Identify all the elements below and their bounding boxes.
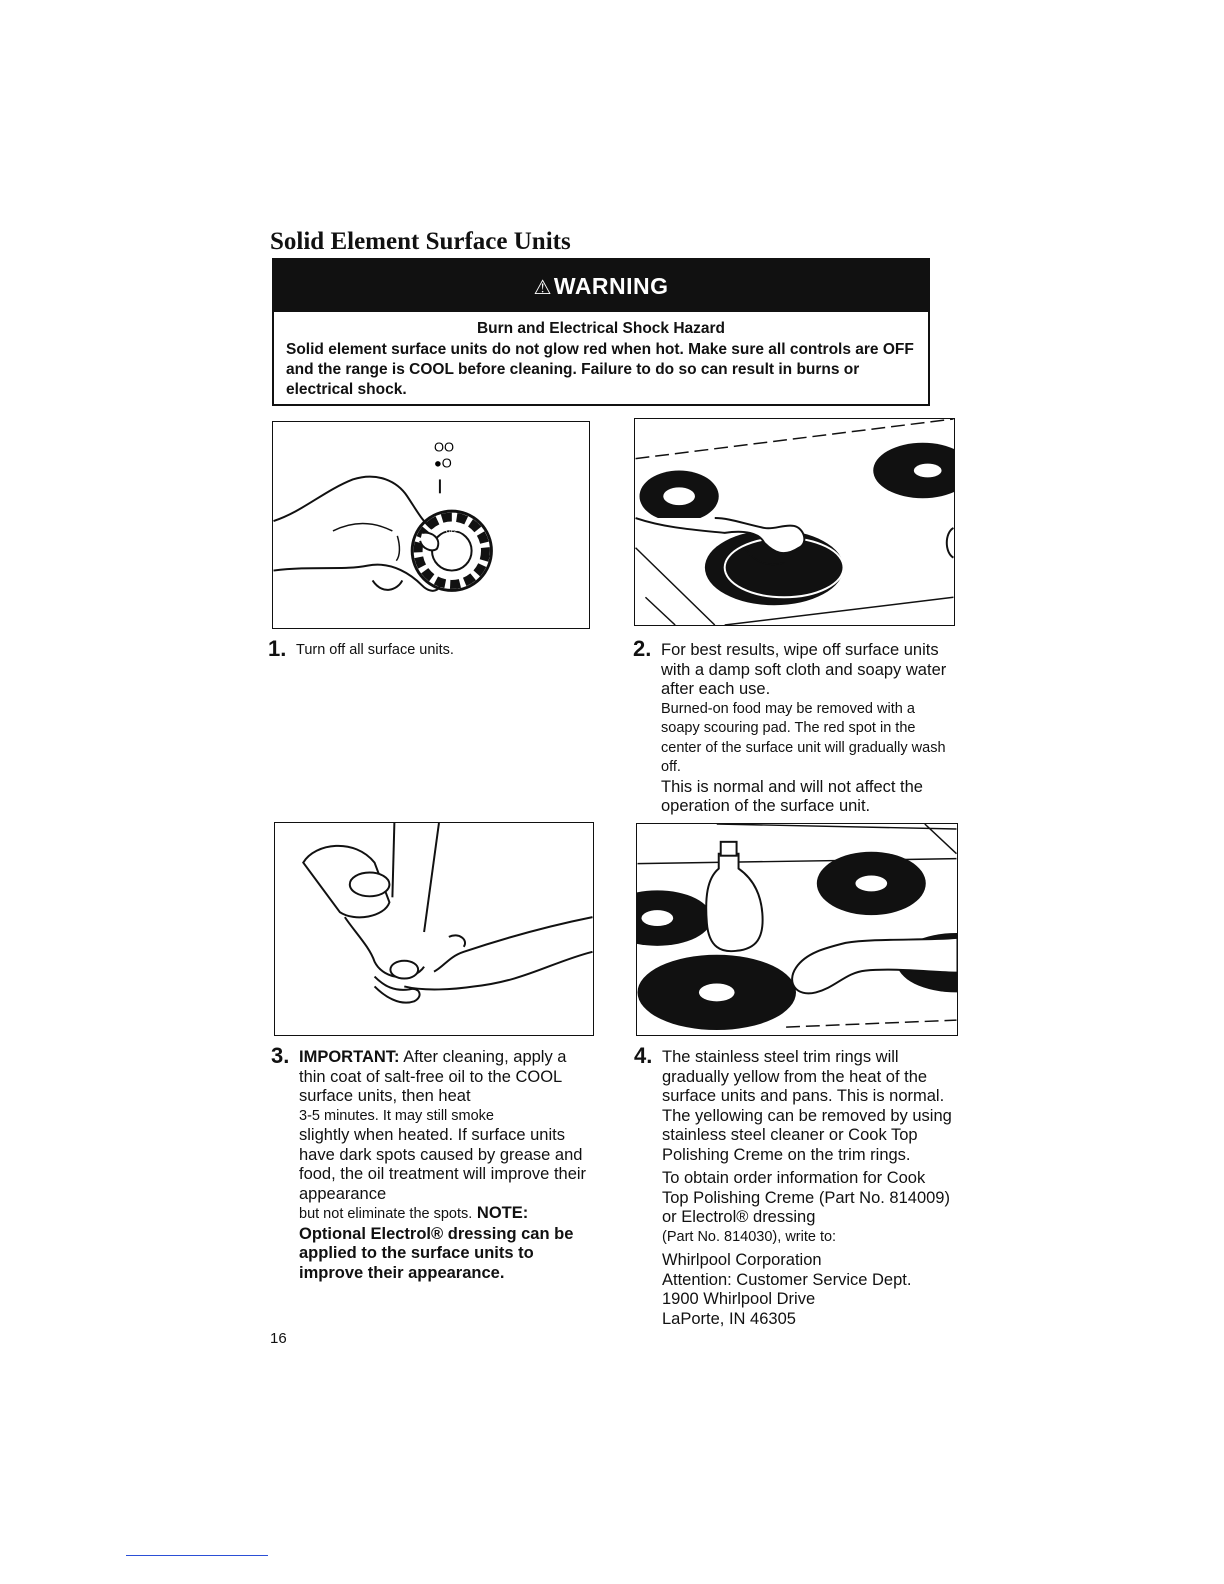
figure-wipe-surface <box>634 418 955 626</box>
step-3-text-main: After cleaning, apply a thin coat of salt-free oil to the COOL surface units, then heat <box>299 1048 567 1105</box>
step-4-order-text: To obtain order information for Cook Top Polishing Creme (Part No. 814009) or Electrol® dressing <box>662 1169 950 1226</box>
warning-banner <box>274 260 928 312</box>
indicator-bottom: ●O <box>433 455 452 471</box>
step-2 <box>633 636 951 817</box>
hazard-text: Solid element surface units do not glow red when hot. Make sure all controls are OFF and the range is COOL before cleaning. Failure to do so can result in burns or electrical shock. <box>286 341 914 398</box>
step-3-text-small: 3-5 minutes. It may still smoke <box>299 1107 494 1124</box>
step-number: 3. <box>271 1043 290 1068</box>
hazard-title: Burn and Electrical Shock Hazard <box>476 320 726 337</box>
step-number: 2. <box>633 636 652 661</box>
warning-box <box>272 258 930 406</box>
note-text: Optional Electrol® dressing can be applied to the surface units to improve their appearance. <box>299 1224 574 1282</box>
warning-triangle-icon: ⚠ <box>533 277 552 299</box>
figure-clean-trim-rings <box>636 823 958 1036</box>
step-3 <box>271 1043 589 1283</box>
step-4 <box>634 1043 952 1329</box>
bottle-icon <box>706 854 762 951</box>
page-title: Solid Element Surface Units <box>270 228 571 255</box>
footer-divider <box>126 1555 268 1556</box>
knob-illustration <box>273 422 589 628</box>
address-line: Whirlpool Corporation <box>662 1251 822 1269</box>
figure-apply-oil <box>274 822 594 1036</box>
trim-ring-illustration <box>637 824 957 1035</box>
note-label: NOTE: <box>476 1204 529 1222</box>
step-1 <box>268 636 566 661</box>
burner-right <box>873 443 954 498</box>
step-4-order-small: (Part No. 814030), write to: <box>662 1228 837 1245</box>
page-number: 16 <box>270 1330 287 1347</box>
step-2-text-main: For best results, wipe off surface units with a damp soft cloth and soapy water after each use. <box>661 641 947 698</box>
step-3-text-small2: but not eliminate the spots. <box>299 1206 473 1222</box>
warning-label: WARNING <box>553 273 669 299</box>
step-3-text-end: slightly when heated. If surface units have dark spots caused by grease and food, the oil treatment will improve their appearance <box>299 1126 587 1203</box>
indicator-top: OO <box>433 439 454 455</box>
oil-illustration <box>275 823 593 1035</box>
address-line: 1900 Whirlpool Drive <box>662 1290 816 1308</box>
step-2-text-end: This is normal and will not affect the operation of the surface unit. <box>661 777 923 815</box>
step-number: 1. <box>268 636 287 661</box>
step-4-text-main: The stainless steel trim rings will gradually yellow from the heat of the surface units and pans. This is normal. The yellowing can be removed by using stainless steel cleaner or Cook Top Polishing Creme on the trim rings. <box>662 1048 952 1164</box>
wipe-illustration <box>635 419 954 625</box>
knob-off-label: OFF <box>445 528 458 535</box>
address-line: Attention: Customer Service Dept. <box>662 1270 912 1289</box>
step-1-text: Turn off all surface units. <box>296 642 454 658</box>
important-label: IMPORTANT: <box>299 1048 400 1066</box>
figure-turn-off-knob <box>272 421 590 629</box>
address-line: LaPorte, IN 46305 <box>662 1309 796 1328</box>
step-2-text-small: Burned-on food may be removed with a soapy scouring pad. The red spot in the center of the surface unit will gradually wash off. <box>661 700 946 775</box>
step-number: 4. <box>634 1043 653 1068</box>
